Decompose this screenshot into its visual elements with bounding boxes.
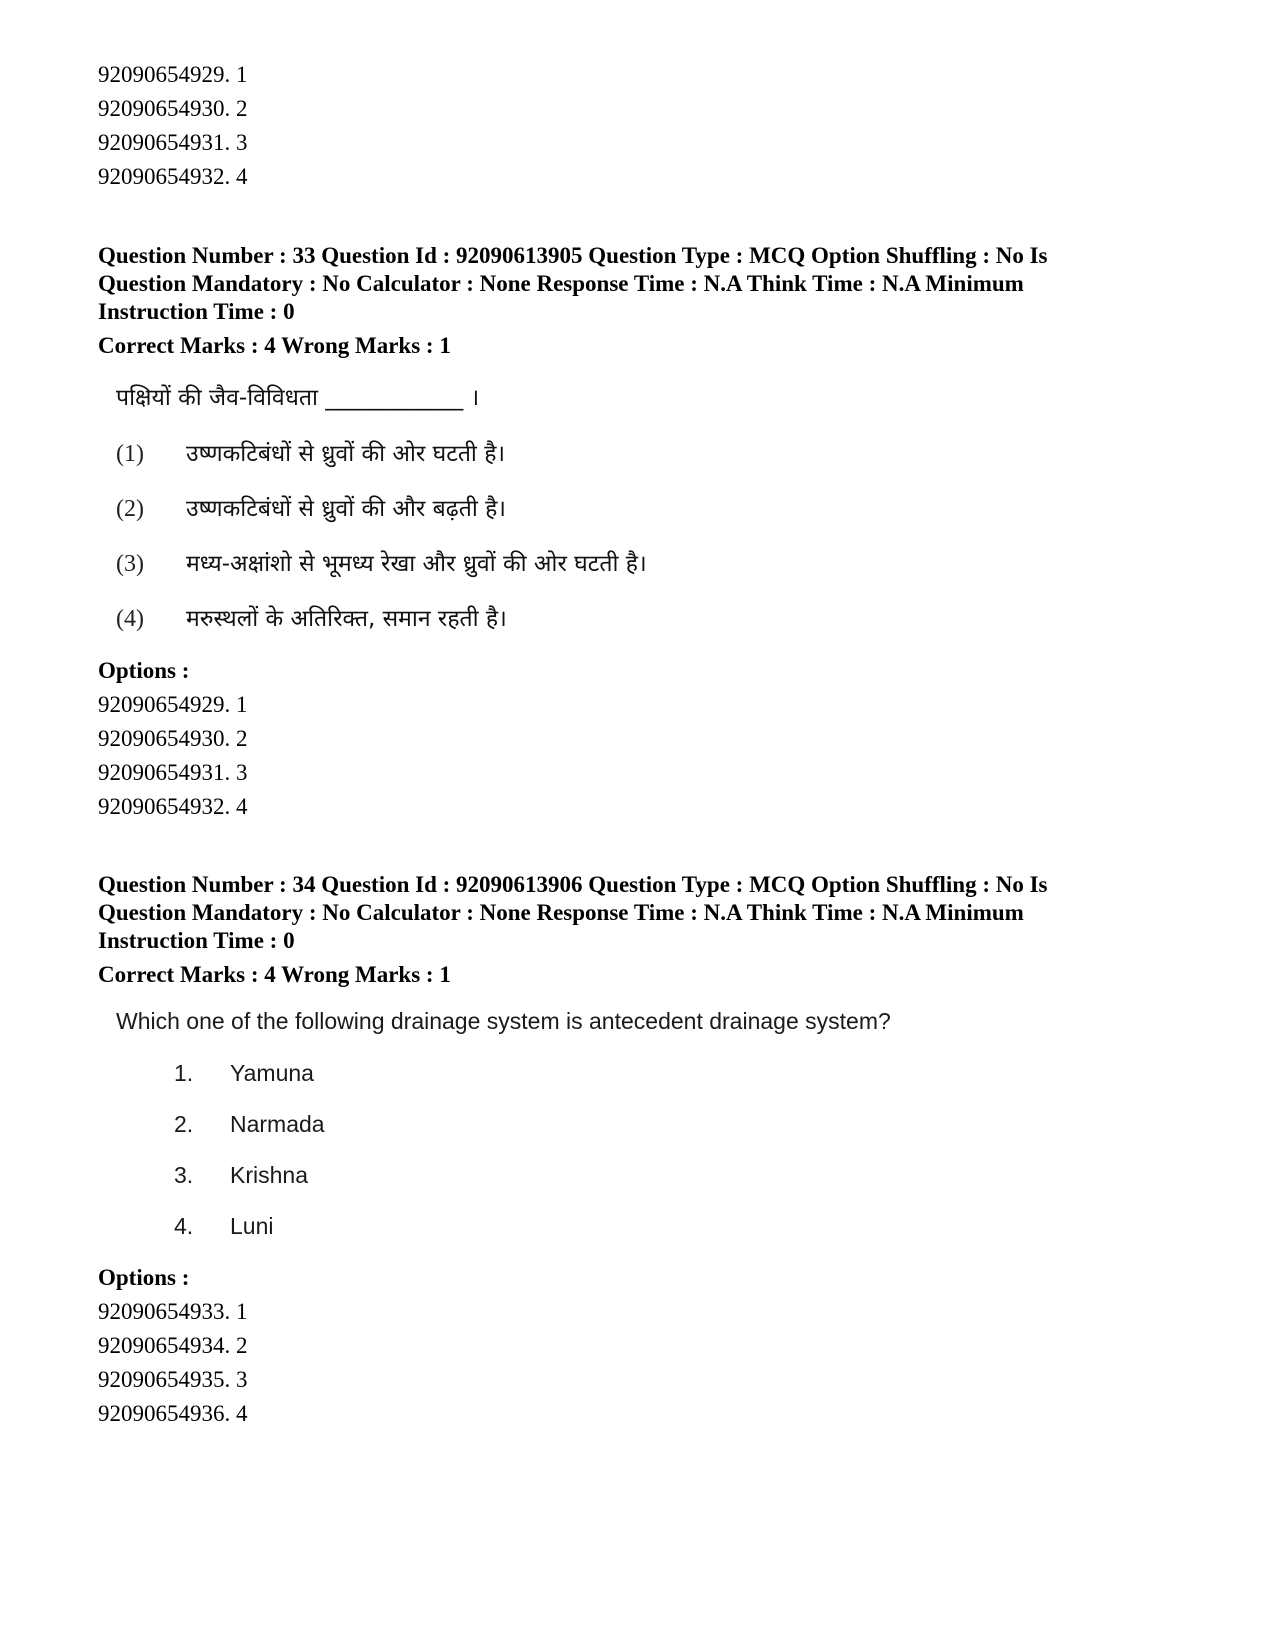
choice-item bbox=[174, 1108, 1178, 1140]
choice-number: 1. bbox=[174, 1060, 194, 1086]
option-line: 92090654929. 1 bbox=[98, 62, 248, 87]
choice-item bbox=[174, 1210, 1178, 1242]
option-line: 92090654930. 2 bbox=[98, 96, 248, 121]
option-line: 92090654934. 2 bbox=[98, 1333, 248, 1358]
question-header-line: Instruction Time : 0 bbox=[98, 299, 295, 324]
choice-text: Yamuna bbox=[230, 1060, 314, 1086]
choice-item bbox=[174, 1159, 1178, 1191]
options-section bbox=[98, 654, 1178, 824]
choice-number: (1) bbox=[116, 441, 144, 467]
question-33 bbox=[98, 242, 1178, 824]
choice-text: मध्य-अक्षांशो से भूमध्य रेखा और ध्रुवों की ओर घटती है। bbox=[186, 551, 647, 577]
question-header-line: Question Number : 33 Question Id : 92090613905 Question Type : MCQ Option Shuffling : No Is bbox=[98, 243, 1048, 268]
marks-line: Correct Marks : 4 Wrong Marks : 1 bbox=[98, 333, 451, 358]
choice-number: 2. bbox=[174, 1111, 194, 1137]
options-section bbox=[98, 1261, 1178, 1431]
option-line: 92090654933. 1 bbox=[98, 1299, 248, 1324]
choice-text: उष्णकटिबंधों से ध्रुवों की ओर घटती है। bbox=[186, 441, 506, 467]
question-header-line: Instruction Time : 0 bbox=[98, 928, 295, 953]
question-stem: Which one of the following drainage system is antecedent drainage system? bbox=[116, 1008, 891, 1034]
choice-text: Krishna bbox=[230, 1162, 308, 1188]
choice-item bbox=[116, 599, 1178, 639]
document-page bbox=[98, 58, 1178, 1431]
marks-line: Correct Marks : 4 Wrong Marks : 1 bbox=[98, 962, 451, 987]
choice-text: उष्णकटिबंधों से ध्रुवों की और बढ़ती है। bbox=[186, 496, 507, 522]
option-line: 92090654931. 3 bbox=[98, 130, 248, 155]
option-line: 92090654930. 2 bbox=[98, 726, 248, 751]
option-line: 92090654929. 1 bbox=[98, 692, 248, 717]
question-header-line: Question Mandatory : No Calculator : None Response Time : N.A Think Time : N.A Minimum bbox=[98, 900, 1024, 925]
option-line: 92090654932. 4 bbox=[98, 794, 248, 819]
option-line: 92090654931. 3 bbox=[98, 760, 248, 785]
question-header bbox=[98, 242, 1178, 326]
question-34 bbox=[98, 871, 1178, 1431]
question-header-line: Question Mandatory : No Calculator : None Response Time : N.A Think Time : N.A Minimum bbox=[98, 271, 1024, 296]
options-label: Options : bbox=[98, 658, 190, 683]
previous-options-list bbox=[98, 58, 1178, 194]
question-body bbox=[116, 1005, 1178, 1242]
choice-text: Narmada bbox=[230, 1111, 325, 1137]
option-line: 92090654932. 4 bbox=[98, 164, 248, 189]
choice-number: (3) bbox=[116, 551, 144, 577]
choice-item bbox=[116, 434, 1178, 474]
question-header bbox=[98, 871, 1178, 955]
choice-number: (2) bbox=[116, 496, 144, 522]
question-body bbox=[116, 378, 1178, 639]
choice-item bbox=[174, 1057, 1178, 1089]
question-stem: पक्षियों की जैव-विविधता ____________ । bbox=[116, 385, 480, 411]
choice-number: 4. bbox=[174, 1213, 194, 1239]
choice-number: 3. bbox=[174, 1162, 194, 1188]
option-line: 92090654936. 4 bbox=[98, 1401, 248, 1426]
choice-item bbox=[116, 489, 1178, 529]
option-line: 92090654935. 3 bbox=[98, 1367, 248, 1392]
choice-text: Luni bbox=[230, 1213, 274, 1239]
options-label: Options : bbox=[98, 1265, 190, 1290]
choice-item bbox=[116, 544, 1178, 584]
question-header-line: Question Number : 34 Question Id : 92090613906 Question Type : MCQ Option Shuffling : No Is bbox=[98, 872, 1048, 897]
choice-text: मरुस्थलों के अतिरिक्त, समान रहती है। bbox=[186, 606, 507, 632]
choice-number: (4) bbox=[116, 606, 144, 632]
